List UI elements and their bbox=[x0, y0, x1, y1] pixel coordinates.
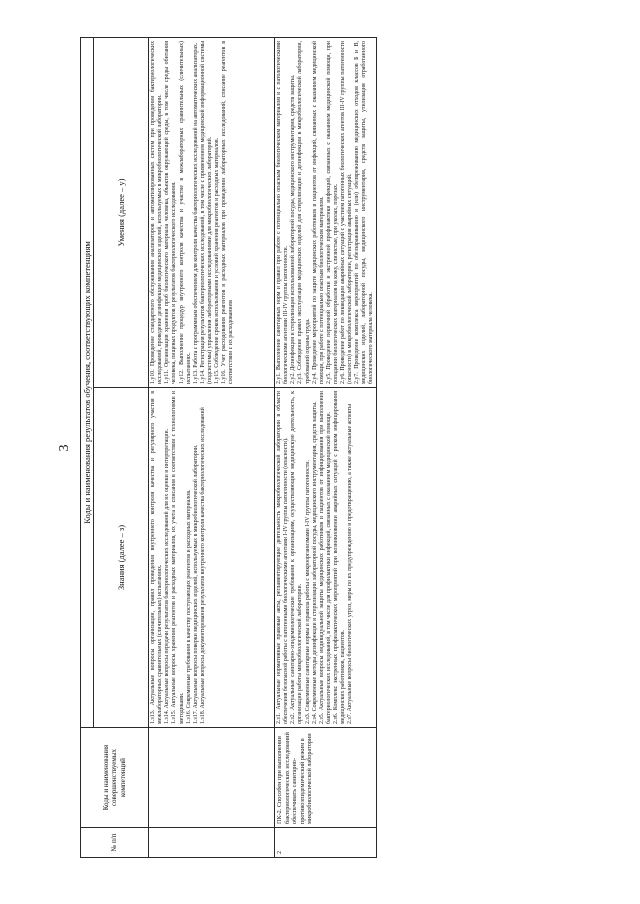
list-item: 1.з16. Современные требования к качеству поступающих реагентов и расходных материалов. bbox=[185, 489, 192, 724]
list-item: 1.з17. Актуальные вопросы поверки медицинских изделий, используемых в микробиологической лаборатории. bbox=[192, 444, 199, 724]
list-item: 1.з13. Актуальные вопросы организации, правил проведения внутреннего контроля качества и регулярного участия в межлабораторных сравнительных (сличительных) испытаниях. bbox=[150, 391, 164, 724]
competencies-table bbox=[80, 37, 377, 858]
page-number: 3 bbox=[57, 444, 72, 452]
header-skills: Умения (далее – у) bbox=[94, 37, 149, 387]
list-item: 2.у3. Соблюдение правил эксплуатации медицинских изделий для стерилизации и дезинфекции в микробиологической лаборатории, требований охраны труда. bbox=[297, 40, 311, 384]
list-item: 1.у15. Соблюдение сроков использования и условий хранения реагентов и расходных материалов. bbox=[213, 137, 220, 384]
list-item: 2.у1. Выполнение санитарных норм и правил при работе с потенциально опасным биологическим материалом и с патологическими биологическими агентами III-IV группы патогенности. bbox=[276, 40, 290, 384]
header-number: № п/п bbox=[81, 828, 149, 858]
list-item: 2.у4. Проведение мероприятий по защите медицинских работников и пациентов от инфекций, связанных с оказанием медицинской помощи, при работе с потенциально опасным биологическим материалом. bbox=[311, 40, 325, 384]
list-item: 2.з2. Актуальные санитарно-эпидемиологические требования к организациям, осуществляющим медицинскую деятельность, к организации работы микробиологической лаборатории. bbox=[290, 391, 304, 724]
list-item: 2.у6. Проведение работ по ликвидации аварийных ситуаций с участием патогенных биологических агентов III-IV группы патогенности (опасности) в микробиологической лаборатории, регистрация аварийных ситуаций. bbox=[339, 40, 353, 384]
list-item: 2.з5. Актуальные вопросы индивидуальной защиты медицинских работников и пациентов от инфицирования при выполнении бактериологических исследований, в том числе для профилактики инфекций, связанных с оказанием медицинской помощи. bbox=[318, 391, 332, 724]
list-item: 2.у7. Проведение комплекса мероприятий по обеззараживанию и (или) обезвреживанию медицинских отходов классов Б и В, медицинских изделий, лабораторной посуды, медицинского инструментария, средств защиты, утилизация отработанного биологического материала человека. bbox=[354, 40, 375, 384]
list-item: 2.у2. Дезинфекция и стерилизация использованной лабораторной посуды, медицинского инструментария, средств защиты. bbox=[290, 74, 297, 384]
knowledge-cell bbox=[275, 388, 377, 728]
row-number: 2 bbox=[275, 828, 377, 858]
list-item: 2.з1. Актуальные нормативные правовые акты, регламентирующие деятельность микробиологической лаборатории в области обеспечения безопасной работы с патогенными биологическими агентами I-IV группы патогенности (опасности). bbox=[276, 391, 290, 724]
list-item: 2.з7. Актуальные вопросы биологических угроз, меры по их предупреждению и предотвращению, а также актуальные аспекты bbox=[346, 404, 353, 724]
list-item: 1.у12. Выполнение процедур внутреннего контроля качества и участие в межлабораторных сравнительных (сличительных) испытаниях. bbox=[178, 40, 192, 384]
list-item: 2.з3. Современные санитарные нормы и правила работы с микроорганизмами I-IV группы патогенности. bbox=[304, 460, 311, 724]
rotated-content bbox=[50, 38, 606, 858]
header-knowledge: Знания (далее – з) bbox=[94, 388, 149, 728]
list-item: 1.у10. Проведение стандартного обслуживания анализаторов и автоматизированных систем при проведении бактериологических исследований, проведение дезинфекции медицинских изделий, используемых в микробиологической лаборатории. bbox=[150, 40, 164, 384]
table-row bbox=[149, 37, 275, 857]
list-item: 1.у11. Организация хранения проб биологического материала человека, объектов окружающей среды, в том числе среды обитания человека, пищевых продуктов и результатов бактериологического исследования. bbox=[164, 40, 178, 384]
list-item: 1.у13. Работа с программным обеспечением для контроля качества бактериологических исследований на автоматических анализаторах. bbox=[192, 42, 199, 384]
list-item: 1.з15. Актуальные вопросы хранения реагентов и расходных материалов, их учета и списания в соответствии с технологиями и методиками. bbox=[171, 391, 185, 724]
list-item: 2.у5. Проведение первичной обработки и экстренной профилактики инфекций, связанных с оказанием медицинской помощи, при попадании биологических материалов на кожу, слизистые, при уколах, порезах. bbox=[325, 40, 339, 384]
list-item: 2.з6. Комплекс экстренных профилактических мероприятий при возникновении аварийных ситуаций с риском инфицирования медицинских работников, пациентов. bbox=[332, 391, 346, 724]
table-row bbox=[275, 37, 377, 857]
row-number bbox=[149, 828, 275, 858]
list-item: 1.з18. Актуальные вопросы документирования результатов внутреннего контроля качества бактериологических исследований bbox=[199, 407, 206, 724]
row-code: ПК-2. Способен при выполнении бактериологических исследований обеспечивать санитарно-противоэпидемический режим в микробиологической лаборатории bbox=[275, 728, 377, 828]
list-item: 2.з4. Современные методы дезинфекции и стерилизации лабораторной посуды, медицинского инструментария, средств защиты. bbox=[311, 401, 318, 724]
header-results: Коды и наименования результатов обучения, соответствующих компетенциям bbox=[81, 37, 94, 727]
list-item: 1.у16. Учет расходования реагентов и расходных материалов при проведении лабораторных исследований, списание реагентов в соответствии с их расходованием bbox=[220, 40, 235, 384]
header-codes: Коды и наименования совершенствуемых компетенций bbox=[81, 728, 149, 828]
row-code bbox=[149, 728, 275, 828]
list-item: 1.у14. Регистрация результатов бактериологических исследований, в том числе с применением медицинской информационной системы (подсистемы) управления лабораторными исследованиями для микробиологических лабораторий. bbox=[199, 40, 213, 384]
skills-cell bbox=[275, 37, 377, 387]
skills-cell bbox=[149, 37, 275, 387]
knowledge-cell bbox=[149, 388, 275, 728]
list-item: 1.з14. Актуальные вопросы передачи результатов бактериологических исследований для их оценки и интерпретации. bbox=[164, 428, 171, 724]
